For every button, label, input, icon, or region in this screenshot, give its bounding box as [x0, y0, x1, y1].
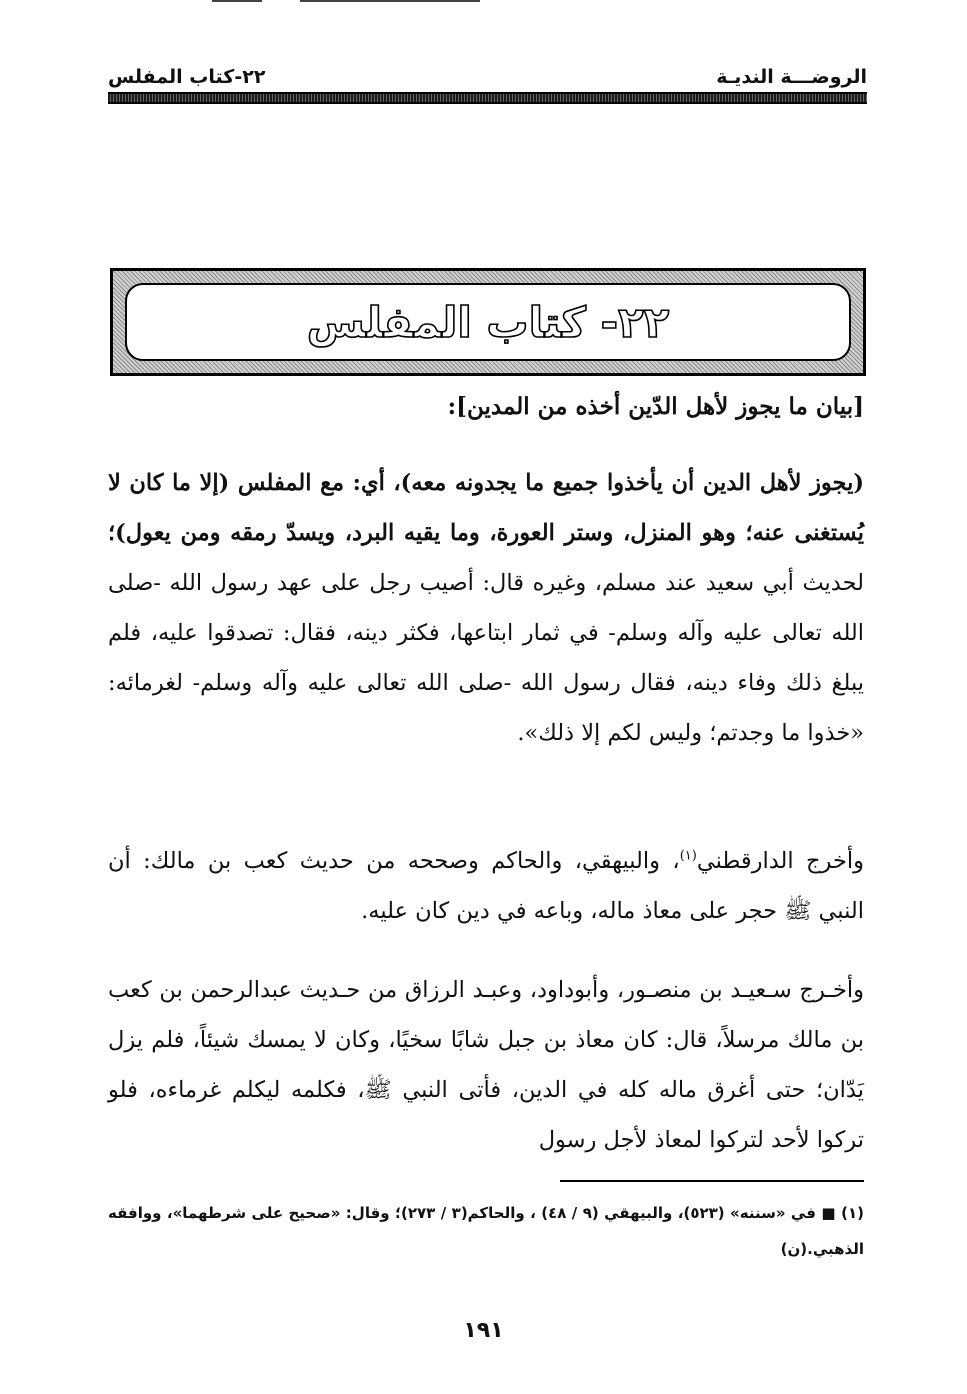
- scan-mark: [300, 0, 480, 2]
- chapter-title-box: [125, 283, 851, 361]
- page-number: ١٩١: [463, 1318, 504, 1343]
- header-book-title: الروضـــة النديـة: [716, 66, 867, 88]
- header-rule: [108, 92, 867, 104]
- chapter-title-frame: [110, 268, 866, 376]
- paragraph-1: [108, 458, 864, 758]
- paragraph-2: [108, 836, 864, 936]
- paragraph-2-text-before: وأخرج الدارقطني: [696, 848, 864, 874]
- paragraph-2-text-after: ، والبيهقي، والحاكم وصححه من حديث كعب بن مالك: أن النبي ﷺ حجر على معاذ ماله، وباعه في دين كان عليه.: [108, 848, 864, 924]
- footnote-reference[interactable]: (١): [679, 848, 697, 864]
- running-header: [108, 58, 867, 92]
- section-heading: [بيان ما يجوز لأهل الدّين أخذه من المدين]:: [447, 393, 864, 420]
- chapter-title: ٢٢- كتاب المفلس: [306, 297, 670, 347]
- footnote-1: (١) ■ في «سننه» (٥٢٣)، والبيهقي (٩ / ٤٨) ، والحاكم(٣ / ٢٧٣)؛ وقال: «صحيح على شرطهما»، ووافقه الذهبي.(ن): [108, 1204, 864, 1258]
- header-chapter-title: ٢٢-كتاب المفلس: [108, 66, 266, 88]
- scan-mark: [212, 0, 262, 2]
- paragraph-1-bold: (يجوز لأهل الدين أن يأخذوا جميع ما يجدونه معه)، أي: مع المفلس (إلا ما كان لا يُستغنى عنه؛ وهو المنزل، وستر العورة، وما يقيه البرد، ويسدّ رمقه ومن يعول)؛: [108, 470, 864, 546]
- paragraph-3: وأخـرج سـعيـد بن منصـور، وأبوداود، وعبـد الرزاق من حـديث عبدالرحمن بن كعب بن مالك مرسلاً، قال: كان معاذ بن جبل شابًا سخيًا، وكان لا يمسك شيئاً، فلم يزل يَدّان؛ حتى أغرق ماله كله في الدين، فأتى النبي ﷺ، فكلمه ليكلم غرماءه، فلو تركوا لأحد لتركوا لمعاذ لأجل رسول: [108, 977, 864, 1153]
- footnote-divider: [560, 1180, 864, 1182]
- paragraph-1-text: لحديث أبي سعيد عند مسلم، وغيره قال: أصيب رجل على عهد رسول الله -صلى الله تعالى عليه وآله وسلم- في ثمار ابتاعها، فكثر دينه، فقال: تصدقوا عليه، فلم يبلغ ذلك وفاء دينه، فقال رسول الله -صلى الله تعالى عليه وآله وسلم- لغرمائه: «خذوا ما وجدتم؛ وليس لكم إلا ذلك».: [108, 570, 864, 746]
